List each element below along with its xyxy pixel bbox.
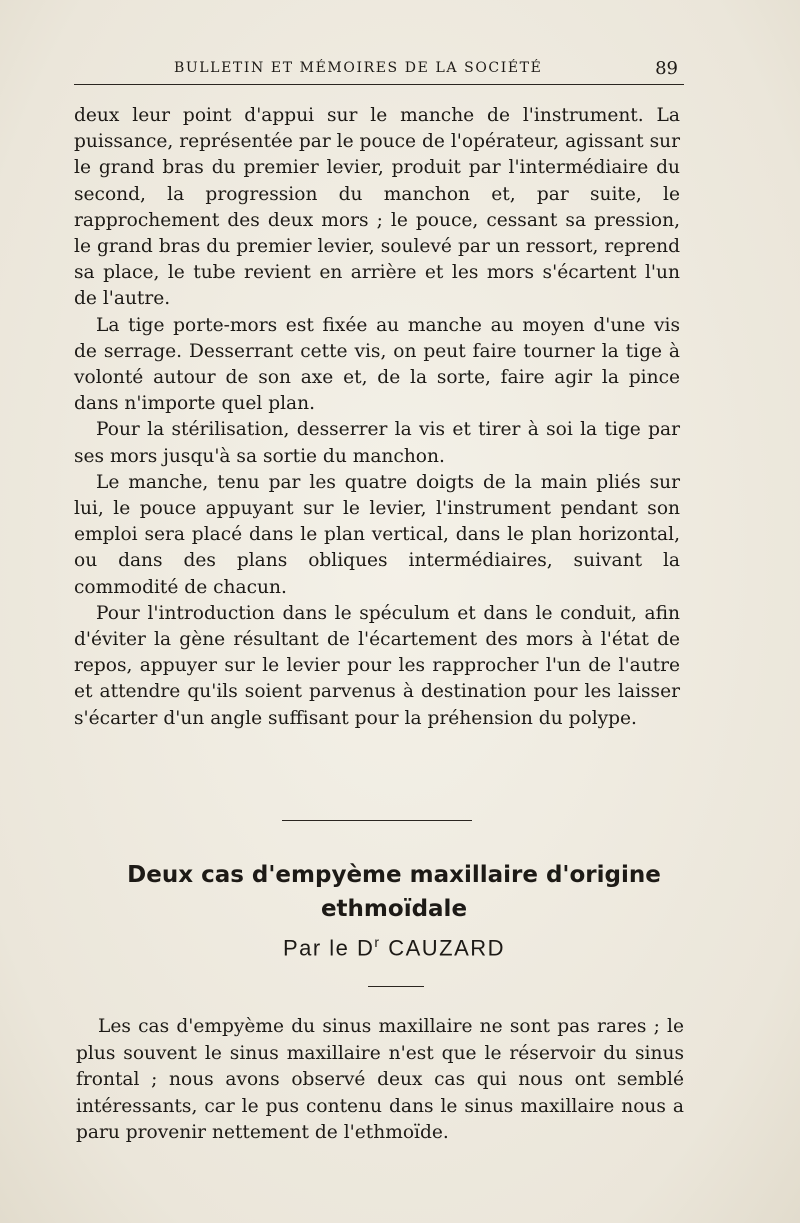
paragraph-continuation: deux leur point d'appui sur le manche de l'instrument. La puissance, représentée par le pouce de l'opérateur, agissant sur le grand bras du premier levier, produit par l'intermédiaire du second, la progression du manchon et, par suite, le rapprochement des deux mors ; le pouce, cessant sa pression, le grand bras du premier levier, soulevé par un ressort, reprend sa place, le tube revient en arrière et les mors s'écartent l'un de l'autre. [74, 105, 680, 310]
article-intro-paragraph: Les cas d'empyème du sinus maxillaire ne sont pas rares ; le plus souvent le sinus maxillaire n'est que le réservoir du sinus frontal ; nous avons observé deux cas qui nous ont semblé intéressants, car le pus contenu dans le sinus maxillaire nous a paru provenir nettement de l'ethmoïde. [76, 1016, 684, 1143]
paragraph-introduction: Pour l'introduction dans le spéculum et dans le conduit, afin d'éviter la gène résultant de l'écartement des mors à l'état de repos, appuyer sur le levier pour les rapprocher l'un de l'autre et attendre qu'ils soient parvenus à destination pour les laisser s'écarter d'un angle suffisant pour la préhension du polype. [74, 602, 680, 729]
author-title-sup: r [374, 934, 381, 950]
author-prefix: Par le D [282, 935, 375, 961]
article-title-line1: Deux cas d'empyème maxillaire d'origine [127, 862, 661, 888]
page-number: 89 [655, 58, 678, 79]
section-separator [282, 820, 472, 821]
header-rule [74, 84, 684, 85]
page-header [74, 58, 684, 86]
paragraph-manche: Le manche, tenu par les quatre doigts de la main pliés sur lui, le pouce appuyant sur le levier, l'instrument pendant son emploi sera placé dans le plan vertical, dans le plan horizontal, ou dans des plans obliques intermédiaires, suivant la commodité de chacun. [74, 471, 680, 598]
article-title-line2: ethmoïdale [320, 896, 468, 922]
running-title: BULLETIN ET MÉMOIRES DE LA SOCIÉTÉ [174, 60, 543, 76]
body-text [74, 103, 680, 732]
paragraph-sterilisation: Pour la stérilisation, desserrer la vis et tirer à soi la tige par ses mors jusqu'à sa sortie du manchon. [74, 419, 680, 467]
paragraph-tige: La tige porte-mors est fixée au manche au moyen d'une vis de serrage. Desserrant cette vis, on peut faire tourner la tige à volonté autour de son axe et, de la sorte, faire agir la pince dans n'importe quel plan. [74, 314, 680, 415]
author-name: CAUZARD [388, 935, 506, 961]
article-author [74, 934, 714, 961]
article-intro [76, 1014, 684, 1147]
author-separator [368, 986, 424, 987]
article-title [74, 858, 714, 926]
